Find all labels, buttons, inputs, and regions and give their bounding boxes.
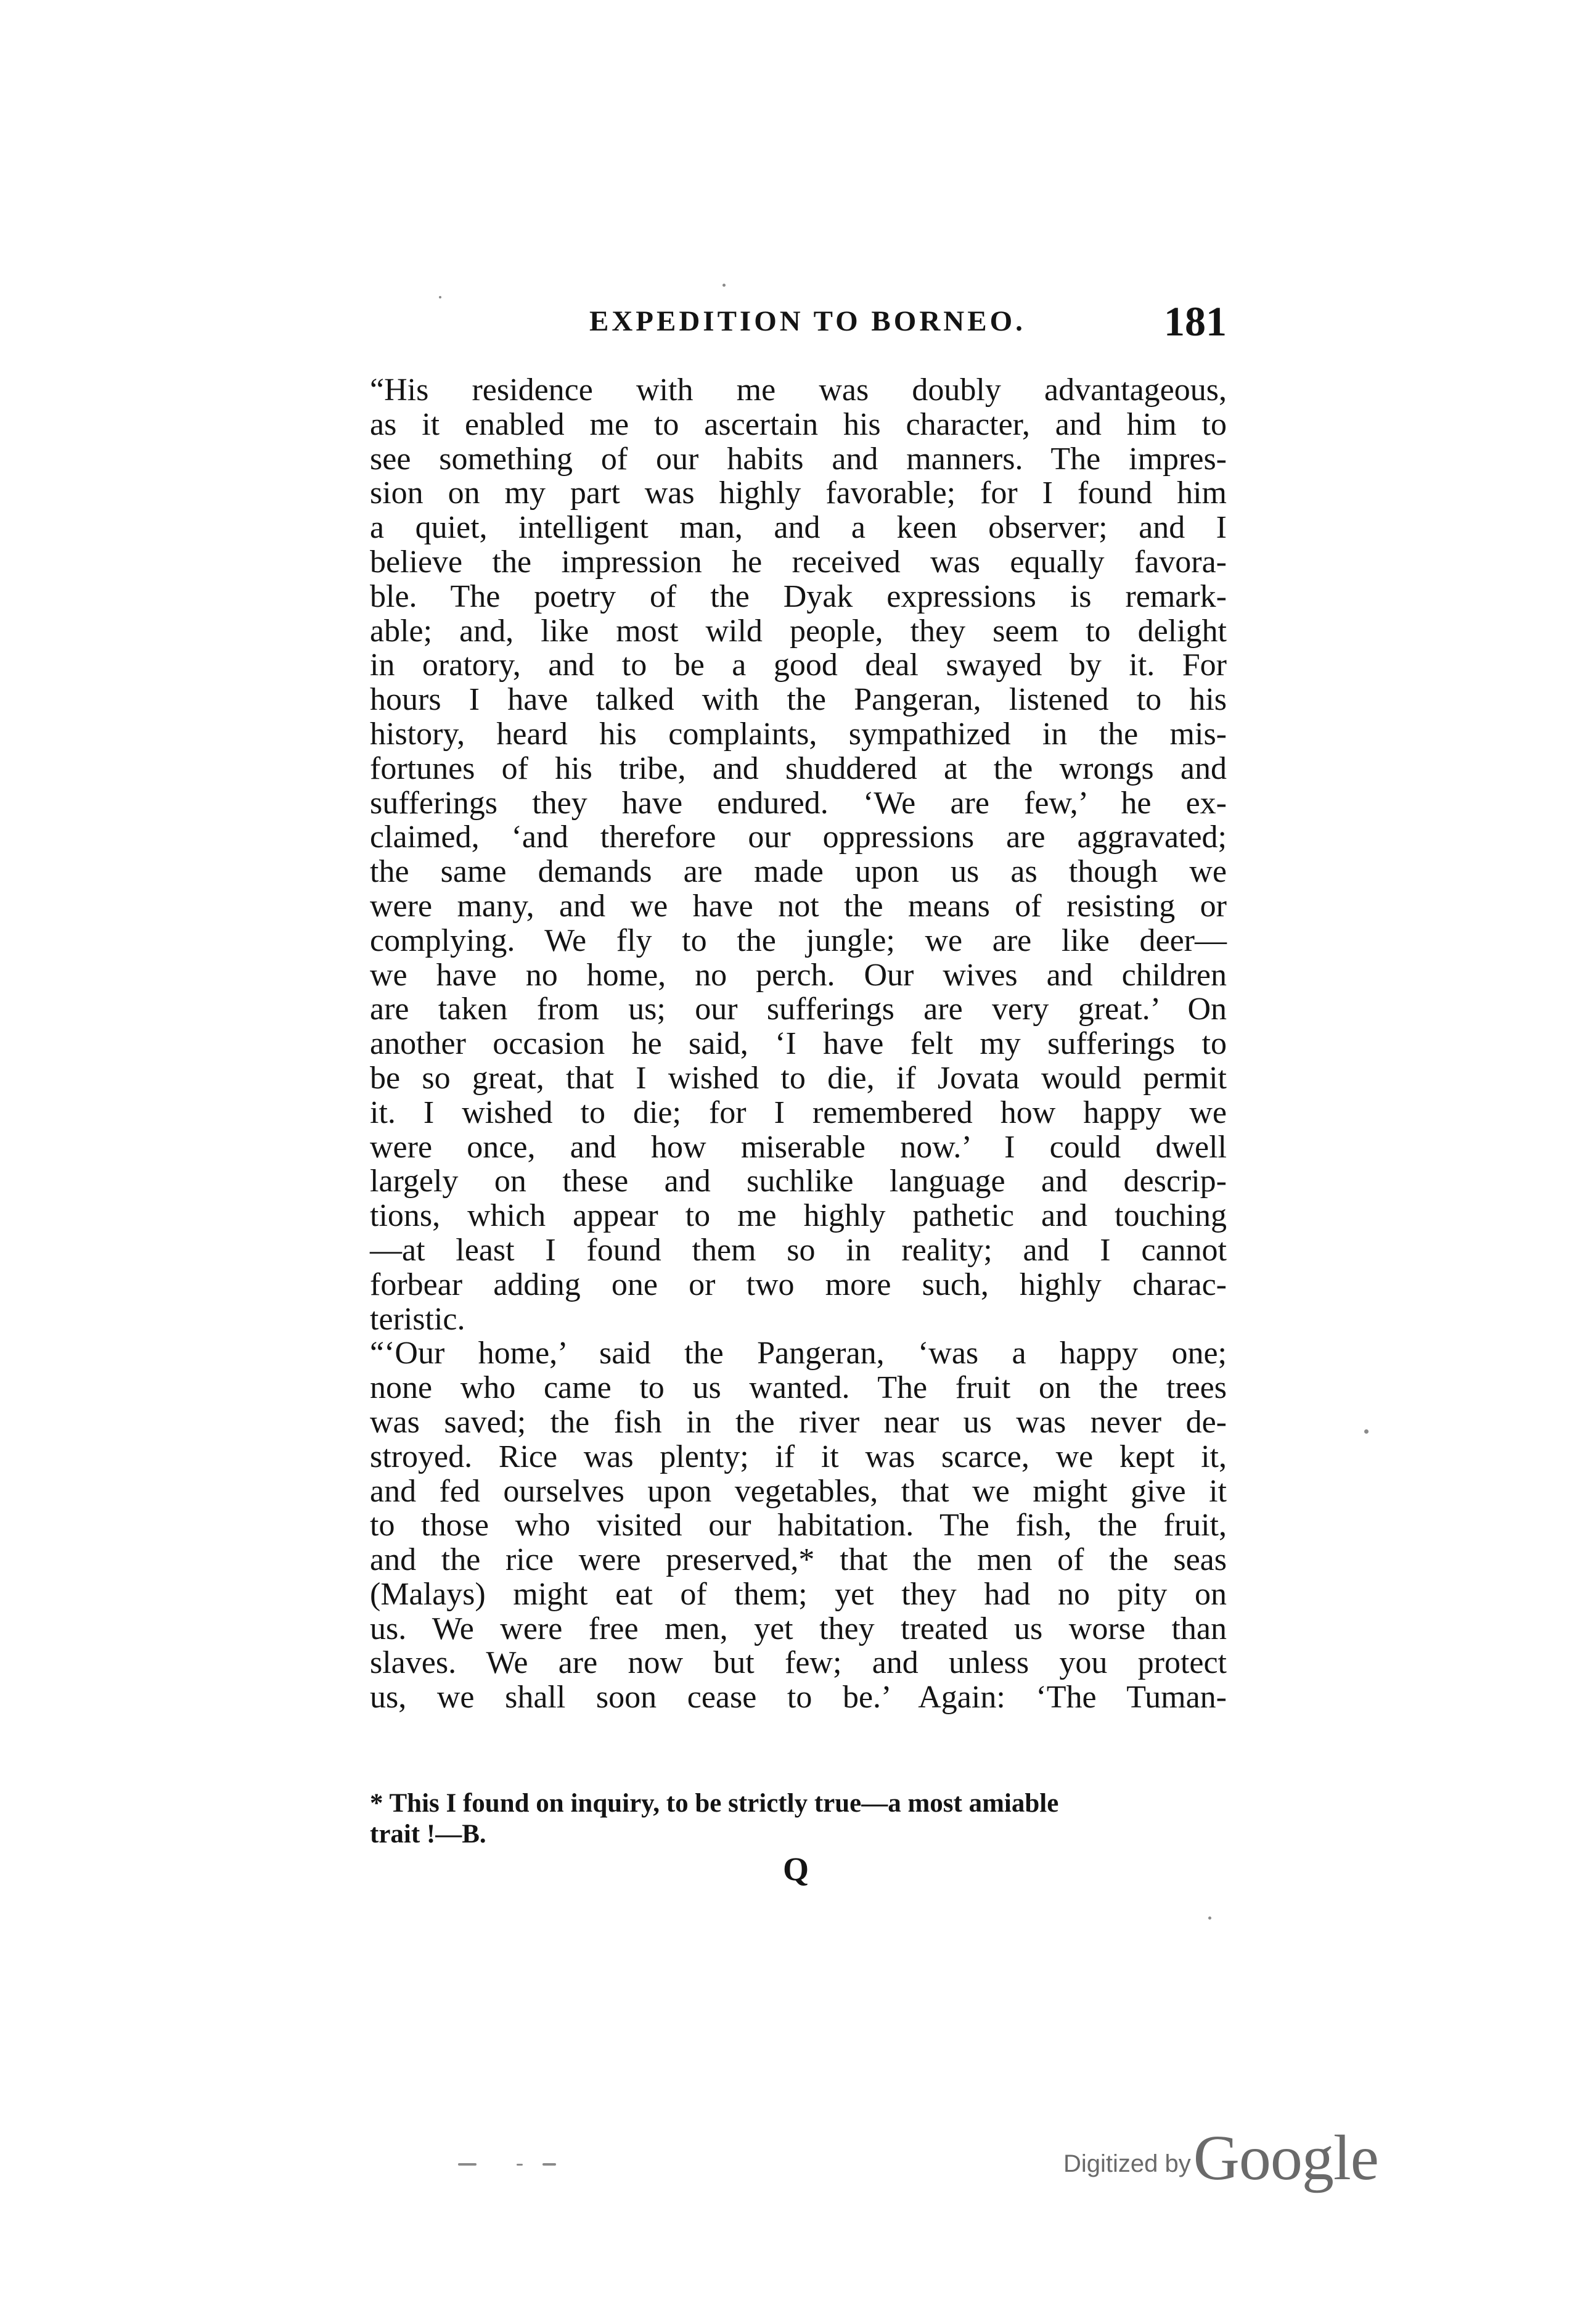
text-line: teristic. — [370, 1301, 465, 1337]
text-line: be so great, that I wished to die, if Jovata would permit — [370, 1060, 1227, 1096]
footnote — [370, 1788, 1227, 1850]
text-line: us. We were free men, yet they treated us worse than — [370, 1611, 1227, 1646]
text-line: forbear adding one or two more such, highly charac- — [370, 1267, 1227, 1302]
text-line: the same demands are made upon us as though we — [370, 854, 1227, 890]
text-line: slaves. We are now but few; and unless you protect — [370, 1645, 1227, 1681]
text-line: another occasion he said, ‘I have felt my sufferings to — [370, 1026, 1227, 1062]
google-watermark — [1063, 2121, 1378, 2195]
text-line: ble. The poetry of the Dyak expressions is remark- — [370, 578, 1227, 614]
google-logo: Google — [1193, 2122, 1378, 2193]
scan-speck — [458, 2163, 477, 2166]
text-line: it. I wished to die; for I remembered how happy we — [370, 1095, 1227, 1130]
watermark-prefix: Digitized by — [1063, 2150, 1191, 2177]
text-line: a quiet, intelligent man, and a keen observer; and I — [370, 510, 1227, 546]
scan-speck — [542, 2163, 556, 2166]
text-line: none who came to us wanted. The fruit on the trees — [370, 1370, 1227, 1406]
text-line: “His residence with me was doubly advantageous, — [370, 372, 1227, 408]
text-line: hours I have talked with the Pangeran, listened to his — [370, 682, 1227, 718]
text-line: tions, which appear to me highly pathetic and touching — [370, 1198, 1227, 1234]
text-line: stroyed. Rice was plenty; if it was scarce, we kept it, — [370, 1439, 1227, 1474]
text-line: believe the impression he received was equally favora- — [370, 544, 1227, 580]
text-line: complying. We fly to the jungle; we are like deer— — [370, 922, 1227, 958]
text-line: as it enabled me to ascertain his character, and him to — [370, 406, 1227, 442]
footnote-line: * This I found on inquiry, to be strictly true—a most amiable — [370, 1789, 1059, 1818]
text-line: in oratory, and to be a good deal swayed by it. For — [370, 647, 1227, 683]
text-line: we have no home, no perch. Our wives and children — [370, 957, 1227, 993]
scan-speck — [439, 296, 441, 298]
text-line: to those who visited our habitation. The fish, the fruit, — [370, 1508, 1227, 1543]
text-line: history, heard his complaints, sympathized in the mis- — [370, 716, 1227, 752]
scan-speck — [722, 284, 726, 287]
text-line: sufferings they have endured. ‘We are few,’ he ex- — [370, 785, 1227, 821]
text-line: claimed, ‘and therefore our oppressions are aggravated; — [370, 820, 1227, 855]
text-line: fortunes of his tribe, and shuddered at the wrongs and — [370, 750, 1227, 786]
text-line: (Malays) might eat of them; yet they had no pity on — [370, 1576, 1227, 1612]
text-line: able; and, like most wild people, they seem to delight — [370, 613, 1227, 649]
text-line: see something of our habits and manners. The impres- — [370, 441, 1227, 477]
text-line: —at least I found them so in reality; and I cannot — [370, 1232, 1227, 1268]
body-text — [370, 373, 1227, 1715]
running-title: EXPEDITION TO BORNEO. — [589, 305, 1026, 337]
scan-speck — [1208, 1916, 1211, 1920]
running-head — [370, 298, 1227, 345]
page-number: 181 — [1164, 298, 1227, 345]
scan-speck — [517, 2164, 523, 2166]
text-line: largely on these and suchlike language and descrip- — [370, 1164, 1227, 1199]
signature-mark: Q — [783, 1851, 809, 1888]
text-line: sion on my part was highly favorable; for I found him — [370, 475, 1227, 511]
text-line: were once, and how miserable now.’ I could dwell — [370, 1129, 1227, 1165]
text-line: and the rice were preserved,* that the men of the seas — [370, 1542, 1227, 1578]
text-line: “‘Our home,’ said the Pangeran, ‘was a happy one; — [370, 1336, 1227, 1371]
text-line: and fed ourselves upon vegetables, that we might give it — [370, 1473, 1227, 1509]
text-line: were many, and we have not the means of resisting or — [370, 888, 1227, 924]
text-line: are taken from us; our sufferings are very great.’ On — [370, 992, 1227, 1027]
scan-speck — [1364, 1429, 1369, 1434]
text-line: us, we shall soon cease to be.’ Again: ‘The Tuman- — [370, 1680, 1227, 1715]
footnote-line: trait !—B. — [370, 1820, 486, 1849]
text-line: was saved; the fish in the river near us was never de- — [370, 1404, 1227, 1440]
